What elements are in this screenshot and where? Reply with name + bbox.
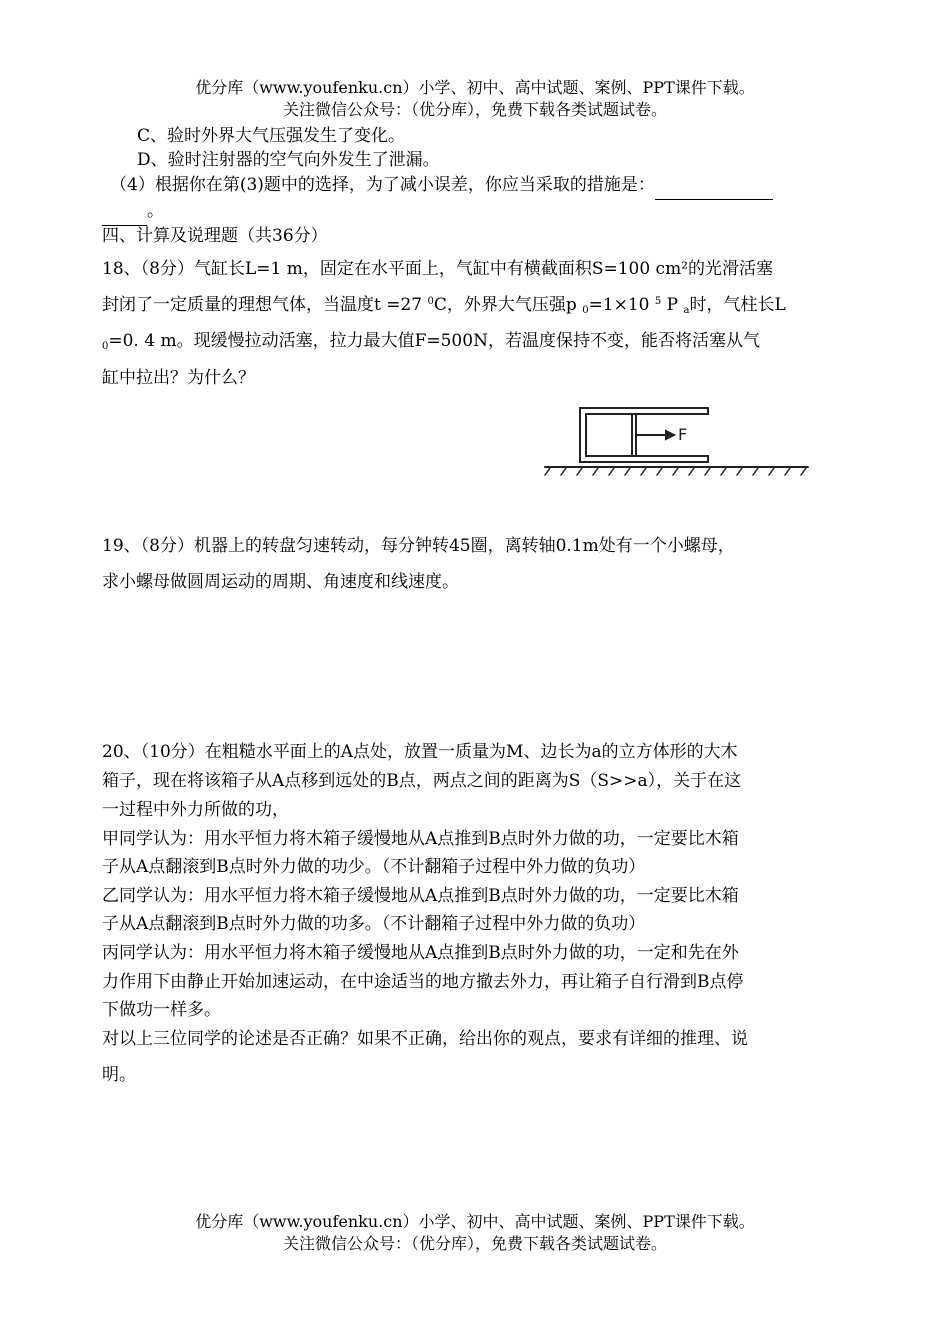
footer-line-2: 关注微信公众号：（优分库），免费下载各类试题试卷。 (282, 1234, 667, 1253)
answer-blank-cont (102, 201, 147, 226)
force-label: F (678, 425, 688, 444)
q18-text-b: C，外界大气压强p (433, 295, 583, 315)
q18-line-1: 18、（8分）气缸长L=1 m，固定在水平面上，气缸中有横截面积S=100 cm²的光滑活塞 (102, 259, 774, 279)
q17-part4-text: （4）根据你在第(3)题中的选择，为了减小误差，你应当采取的措施是： (110, 175, 655, 195)
q20-line-2: 箱子，现在将该箱子从A点移到远处的B点，两点之间的距离为S（S>>a），关于在这 (102, 771, 742, 791)
q20-line-4: 甲同学认为：用水平恒力将木箱子缓慢地从A点推到B点时外力做的功，一定要比木箱 (102, 829, 739, 849)
q18-text-a: 封闭了一定质量的理想气体，当温度t =27 (102, 295, 428, 315)
q19-line-1: 19、（8分）机器上的转盘匀速转动，每分钟转45圈，离转轴0.1m处有一个小螺母， (102, 536, 735, 556)
q20-line-6: 乙同学认为：用水平恒力将木箱子缓慢地从A点推到B点时外力做的功，一定要比木箱 (102, 886, 739, 906)
q20-line-12: 明。 (102, 1065, 136, 1085)
cylinder-piston-figure (540, 400, 810, 478)
q20-line-10: 下做功一样多。 (102, 1000, 221, 1020)
header-line-1: 优分库（www.youfenku.cn）小学、初中、高中试题、案例、PPT课件下载。 (195, 78, 755, 97)
q20-line-11: 对以上三位同学的论述是否正确？如果不正确，给出你的观点，要求有详细的推理、说 (102, 1029, 748, 1049)
section-4-title: 四、计算及说理题（共36分） (102, 226, 328, 246)
q17-option-c: C、验时外界大气压强发生了变化。 (137, 126, 406, 146)
q20-line-5: 子从A点翻滚到B点时外力做的功少。（不计翻箱子过程中外力做的负功） (102, 857, 646, 877)
q18-line-4: 缸中拉出？为什么？ (102, 368, 255, 388)
answer-blank (655, 175, 773, 200)
q19-line-2: 求小螺母做圆周运动的周期、角速度和线速度。 (102, 572, 459, 592)
q18-text-c: =1×10 (588, 295, 655, 315)
q18-l3-text: =0. 4 m。现缓慢拉动活塞，拉力最大值F=500N，若温度保持不变，能否将活塞从气 (108, 331, 760, 351)
q20-line-9: 力作用下由静止开始加速运动，在中途适当的地方撤去外力，再让箱子自行滑到B点停 (102, 972, 744, 992)
force-arrow-head (666, 431, 674, 439)
q18-sub-a: a (683, 305, 690, 316)
q17-part4-end: 。 (147, 201, 164, 221)
q18-text-d: P (661, 295, 684, 315)
q20-line-8: 丙同学认为：用水平恒力将木箱子缓慢地从A点推到B点时外力做的功，一定和先在外 (102, 943, 739, 963)
q17-part4 (110, 173, 773, 200)
q17-option-d: D、验时注射器的空气向外发生了泄漏。 (137, 150, 440, 170)
q18-line-2 (102, 293, 786, 317)
header-line-2: 关注微信公众号：（优分库），免费下载各类试题试卷。 (282, 100, 667, 119)
footer-line-1: 优分库（www.youfenku.cn）小学、初中、高中试题、案例、PPT课件下载。 (195, 1212, 755, 1231)
q18-text-e: 时，气柱长L (689, 295, 786, 315)
q18-l3-sub: 0 (102, 341, 109, 352)
q20-line-7: 子从A点翻滚到B点时外力做的功多。（不计翻箱子过程中外力做的负功） (102, 914, 646, 934)
q18-sub-0: 0 (582, 305, 589, 316)
q20-line-1: 20、（10分）在粗糙水平面上的A点处，放置一质量为M、边长为a的立方体形的大木 (102, 742, 738, 762)
q18-line-3 (102, 329, 760, 353)
q18-sup-0: 0 (427, 296, 434, 307)
q17-part4-cont (102, 199, 164, 226)
ground-hatching (545, 468, 806, 475)
q20-line-3: 一过程中外力所做的功， (102, 800, 289, 820)
q18-sup-5: 5 (654, 296, 662, 307)
